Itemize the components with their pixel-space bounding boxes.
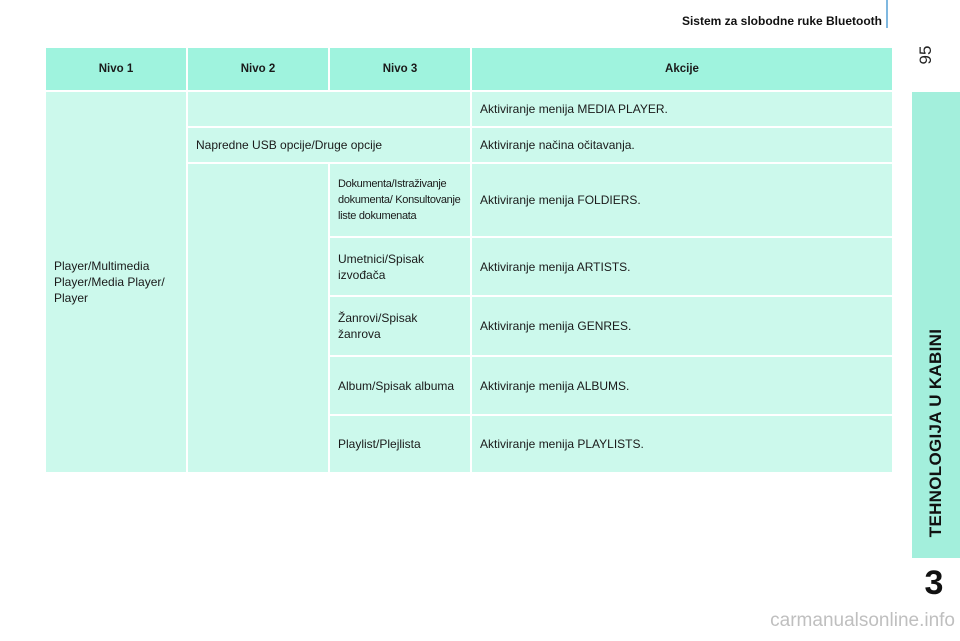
header-nivo-3: Nivo 3	[329, 47, 471, 91]
level3-cell: Žanrovi/Spisak žanrova	[329, 296, 471, 356]
level3-cell: Dokumenta/Istraživanje dokumenta/ Konsultovanje liste dokumenata	[329, 163, 471, 237]
level3-cell: Umetnici/Spisak izvođača	[329, 237, 471, 296]
action-cell: Aktiviranje menija MEDIA PLAYER.	[471, 91, 893, 127]
table-row	[45, 91, 893, 127]
menu-table	[44, 46, 894, 474]
action-cell: Aktiviranje menija PLAYLISTS.	[471, 415, 893, 473]
level3-cell: Playlist/Plejlista	[329, 415, 471, 473]
action-cell: Aktiviranje menija ARTISTS.	[471, 237, 893, 296]
action-cell: Aktiviranje menija GENRES.	[471, 296, 893, 356]
header-divider	[886, 0, 888, 28]
table-header-row	[45, 47, 893, 91]
level1-cell: Player/Multimedia Player/Media Player/ Player	[45, 91, 187, 473]
empty-cell	[187, 91, 471, 127]
level3-cell: Album/Spisak albuma	[329, 356, 471, 415]
header-akcije: Akcije	[471, 47, 893, 91]
action-cell: Aktiviranje menija ALBUMS.	[471, 356, 893, 415]
header-nivo-2: Nivo 2	[187, 47, 329, 91]
page-number: 95	[916, 45, 935, 65]
page-header-title: Sistem za slobodne ruke Bluetooth	[681, 14, 882, 28]
header-nivo-1: Nivo 1	[45, 47, 187, 91]
action-cell: Aktiviranje načina očitavanja.	[471, 127, 893, 163]
watermark: carmanualsonline.info	[770, 610, 955, 631]
empty-cell	[187, 163, 329, 473]
chapter-title: TEHNOLOGIJA U KABINI	[926, 328, 945, 538]
level2-cell: Napredne USB opcije/Druge opcije	[187, 127, 471, 163]
action-cell: Aktiviranje menija FOLDIERS.	[471, 163, 893, 237]
chapter-number: 3	[924, 564, 944, 602]
